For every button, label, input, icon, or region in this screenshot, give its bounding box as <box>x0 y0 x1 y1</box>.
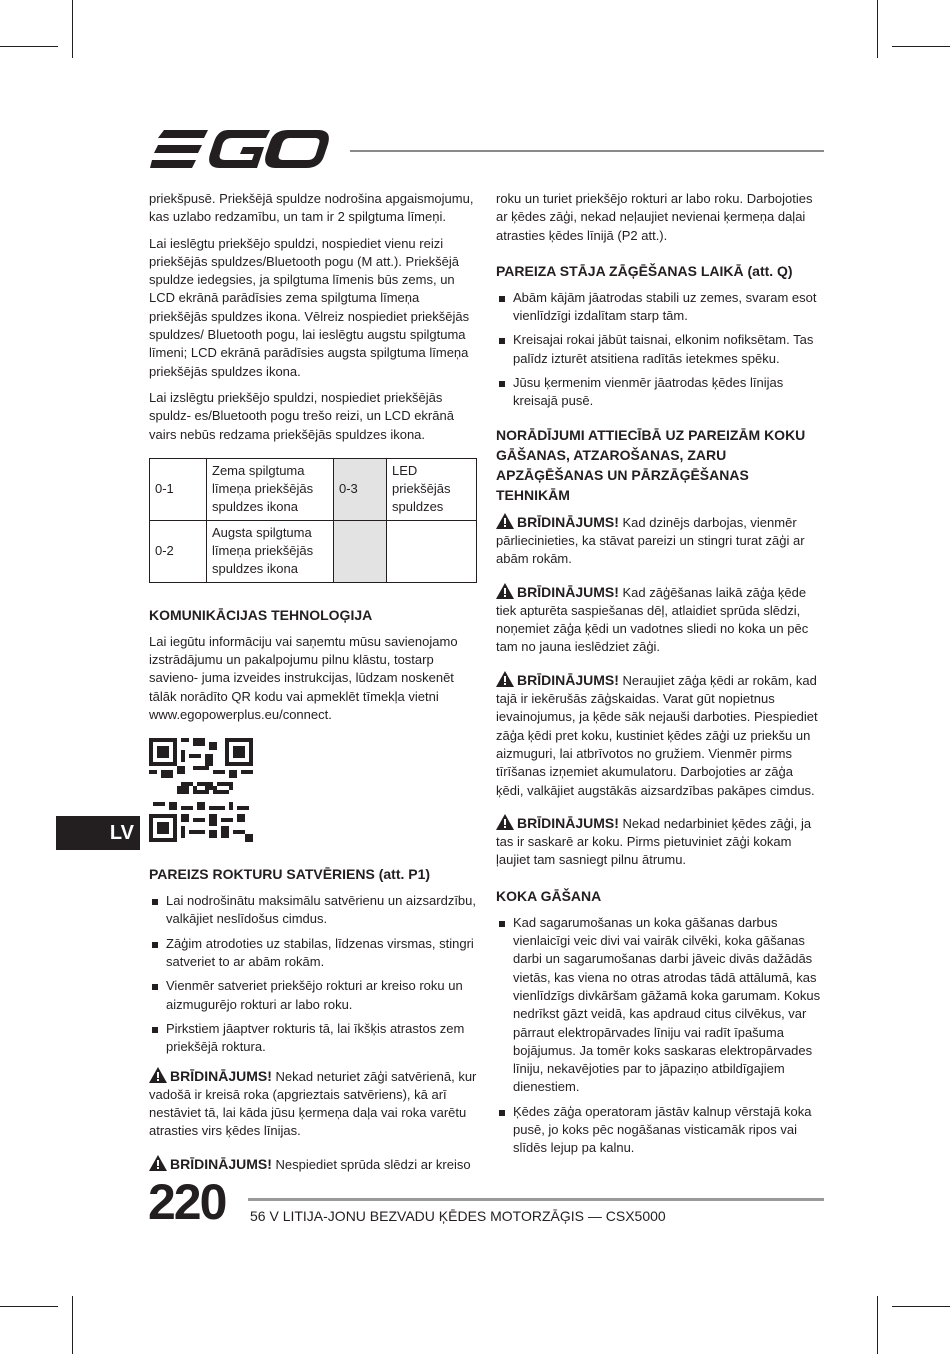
warning-icon <box>496 583 514 599</box>
left-column <box>149 190 477 1188</box>
paragraph: priekšpusē. Priekšējā spuldze nodrošina apgaismojumu, kas uzlabo redzamību, un tam ir 2 spilgtuma līmeņi. <box>149 191 474 225</box>
paragraph: Lai izslēgtu priekšējo spuldzi, nospiediet priekšējās spuldz- es/Bluetooth pogu trešo reizi, un LCD ekrānā vairs nebūs redzama priekšējās spuldzes ikona. <box>149 389 454 442</box>
warning-paragraph <box>496 513 824 569</box>
page-number: 220 <box>148 1174 226 1230</box>
qr-code-icon[interactable] <box>149 738 253 842</box>
warning-label: BRĪDINĀJUMS! <box>517 583 619 600</box>
section-heading-grip: PAREIZS ROKTURU SATVĒRIENS (att. P1) <box>149 866 431 883</box>
crop-mark <box>0 46 58 47</box>
section-heading-technique: NORĀDĪJUMI ATTIECĪBĀ UZ PAREIZĀM KOKU GĀŠANAS, ATZAROŠANAS, ZARU APZĀĢĒŠANAS UN PĀRZĀĢĒŠANAS TEHNIKĀM <box>496 426 806 503</box>
table-cell-code: 0-3 <box>334 458 387 520</box>
list-item: Abām kājām jāatrodas stabili uz zemes, svaram esot vienlīdzīgi izdalītam starp tām. <box>496 289 824 326</box>
warning-text: Nekad nedarbiniet ķēdes zāģi, ja tas ir saskarē ar koku. Pirms pietuviniet zāģi kokam ļaujiet tam sasniegt pilnu ātrumu. <box>496 815 812 868</box>
warning-text: Nekad neturiet zāģi satvērienā, kur vadošā ir kreisā roka (apgrieztais satvēriens), kā arī nestāviet tā, lai kāda jūsu ķermeņa daļa vai roka varētu atrasties virs ķēdes līnijas. <box>149 1068 477 1139</box>
felling-list <box>496 914 824 1158</box>
headlight-icon-table <box>149 458 477 583</box>
warning-label: BRĪDINĀJUMS! <box>517 671 619 688</box>
list-item: Zāģim atrodoties uz stabilas, līdzenas virsmas, stingri satveriet to ar abām rokām. <box>149 935 477 972</box>
ego-logo <box>150 128 330 172</box>
crop-mark <box>892 1306 950 1307</box>
table-cell-code: 0-1 <box>150 458 207 520</box>
warning-label: BRĪDINĀJUMS! <box>170 1067 272 1084</box>
warning-text: Kad zāģēšanas laikā zāģa ķēde tiek apturēta saspiešanas dēļ, atlaidiet sprūda slēdzi, noņemiet zāģa ķēdi un vadotnes sliedi no koka un pēc tam no jauna ieslēdziet zāģi. <box>496 584 809 655</box>
list-item: Ķēdes zāģa operatoram jāstāv kalnup vērstajā koka pusē, jo koks pēc nogāšanas visticamāk ripos vai slīdēs lejup pa kalnu. <box>496 1103 824 1158</box>
warning-icon <box>149 1067 167 1083</box>
table-row <box>150 520 477 582</box>
table-row <box>150 458 477 520</box>
warning-paragraph <box>496 583 824 657</box>
section-heading-felling: KOKA GĀŠANA <box>496 887 602 904</box>
table-cell-description <box>387 520 477 582</box>
table-cell-description: Augsta spilgtuma līmeņa priekšējās spuldzes ikona <box>207 520 334 582</box>
footer-rule <box>248 1198 824 1201</box>
warning-text: Neraujiet zāģa ķēdi ar rokām, kad tajā ir iekērušās zāģskaidas. Varat gūt nopietnus ievainojumus, ja ķēde sāk nejauši darboties. Piespiediet zāģa ķēdi pret koku, kustiniet ķēdes zāģi uz priekšu un aizmuguri, lai atbrīvotos no gružiem. Vienmēr pirms tīrīšanas izņemiet akumulatoru. Darbojoties ar zāģa ķēdi, valkājiet augstākās aizsardzības pakāpes cimdus. <box>496 672 818 798</box>
table-cell-code: 0-2 <box>150 520 207 582</box>
stance-list <box>496 289 824 411</box>
crop-mark <box>877 0 878 58</box>
language-tab: LV <box>56 816 140 850</box>
warning-icon <box>149 1155 167 1171</box>
warning-paragraph <box>496 814 824 870</box>
warning-label: BRĪDINĀJUMS! <box>517 814 619 831</box>
footer-title: 56 V LITIJA-JONU BEZVADU ĶĒDES MOTORZĀĢIS — CSX5000 <box>250 1208 666 1224</box>
grip-list <box>149 892 477 1056</box>
paragraph: Lai ieslēgtu priekšējo spuldzi, nospiediet vienu reizi priekšējās spuldzes/Bluetooth pogu (M att.). Priekšējā spuldze iedegsies, ja spilgtuma līmenis būs zems, un LCD ekrānā parādīsies zema spilgtuma līmeņa priekšējās spuldzes ikona. Vēlreiz nospiediet priekšējās spuldzes/ Bluetooth pogu, lai ieslēgtu augstu spilgtuma līmeni; LCD ekrānā parādīsies augsta spilgtuma līmeņa priekšējās spuldzes ikona. <box>149 235 470 379</box>
warning-label: BRĪDINĀJUMS! <box>170 1155 272 1172</box>
warning-label: BRĪDINĀJUMS! <box>517 513 619 530</box>
warning-text: Kad dzinējs darbojas, vienmēr pārliecinieties, ka stāvat pareizi un stingri turat zāģi ar abām rokām. <box>496 514 805 567</box>
list-item: Kad sagarumošanas un koka gāšanas darbus vienlaicīgi veic divi vai vairāk cilvēki, koka gāšanas darbi un sagarumošanas darbi jāveic divās dažādās vietās, kas viena no otras atrodas tādā attālumā, kas vienlīdzīgs divkāršam gāžamā koka garumam. Kokus nedrīkst gāzt veidā, kas apdraud citus cilvēkus, var pārraut elektropārvades līniju vai radīt īpašuma bojājumus. Ja tomēr koks saskaras elektropārvades līniju, nekavējoties par to jāpaziņo atbildīgajiem dienestiem. <box>496 914 824 1097</box>
paragraph: roku un turiet priekšējo rokturi ar labo roku. Darbojoties ar ķēdes zāģi, nekad neļaujiet nevienai ķermeņa daļai atrasties ķēdes līnijā (P2 att.). <box>496 191 813 243</box>
crop-mark <box>72 0 73 58</box>
list-item: Pirkstiem jāaptver rokturis tā, lai īkšķis atrastos zem priekšējā roktura. <box>149 1020 477 1057</box>
table-cell-code <box>334 520 387 582</box>
right-column <box>496 190 824 1168</box>
warning-icon <box>496 671 514 687</box>
warning-paragraph <box>149 1067 477 1141</box>
list-item: Lai nodrošinātu maksimālu satvērienu un aizsardzību, valkājiet neslīdošus cimdus. <box>149 892 477 929</box>
header-rule <box>350 150 824 152</box>
paragraph: Lai iegūtu informāciju vai saņemtu mūsu savienojamo izstrādājumu un pakalpojumu pilnu klāstu, tostarp savieno- juma izveides instrukcijas, lūdzam noskenēt tālāk norādīto QR kodu vai apmeklēt tīmekļa vietni www.egopowerplus.eu/connect. <box>149 633 458 722</box>
list-item: Vienmēr satveriet priekšējo rokturi ar kreiso roku un aizmugurējo rokturi ar labo roku. <box>149 977 477 1014</box>
section-heading-stance: PAREIZA STĀJA ZĀĢĒŠANAS LAIKĀ (att. Q) <box>496 262 793 279</box>
table-cell-description: LED priekšējās spuldzes <box>387 458 477 520</box>
warning-text: Nespiediet sprūda slēdzi ar kreiso <box>271 1156 471 1172</box>
warning-icon <box>496 513 514 529</box>
section-heading-communication: KOMUNIKĀCIJAS TEHNOLOĢIJA <box>149 606 373 623</box>
crop-mark <box>892 46 950 47</box>
crop-mark <box>0 1306 58 1307</box>
list-item: Kreisajai rokai jābūt taisnai, elkonim nofiksētam. Tas palīdz izturēt atsitiena radītās ietekmes spēku. <box>496 331 824 368</box>
warning-icon <box>496 814 514 830</box>
table-cell-description: Zema spilgtuma līmeņa priekšējās spuldzes ikona <box>207 458 334 520</box>
crop-mark <box>72 1296 73 1354</box>
crop-mark <box>877 1296 878 1354</box>
warning-paragraph <box>496 671 824 800</box>
list-item: Jūsu ķermenim vienmēr jāatrodas ķēdes līnijas kreisajā pusē. <box>496 374 824 411</box>
